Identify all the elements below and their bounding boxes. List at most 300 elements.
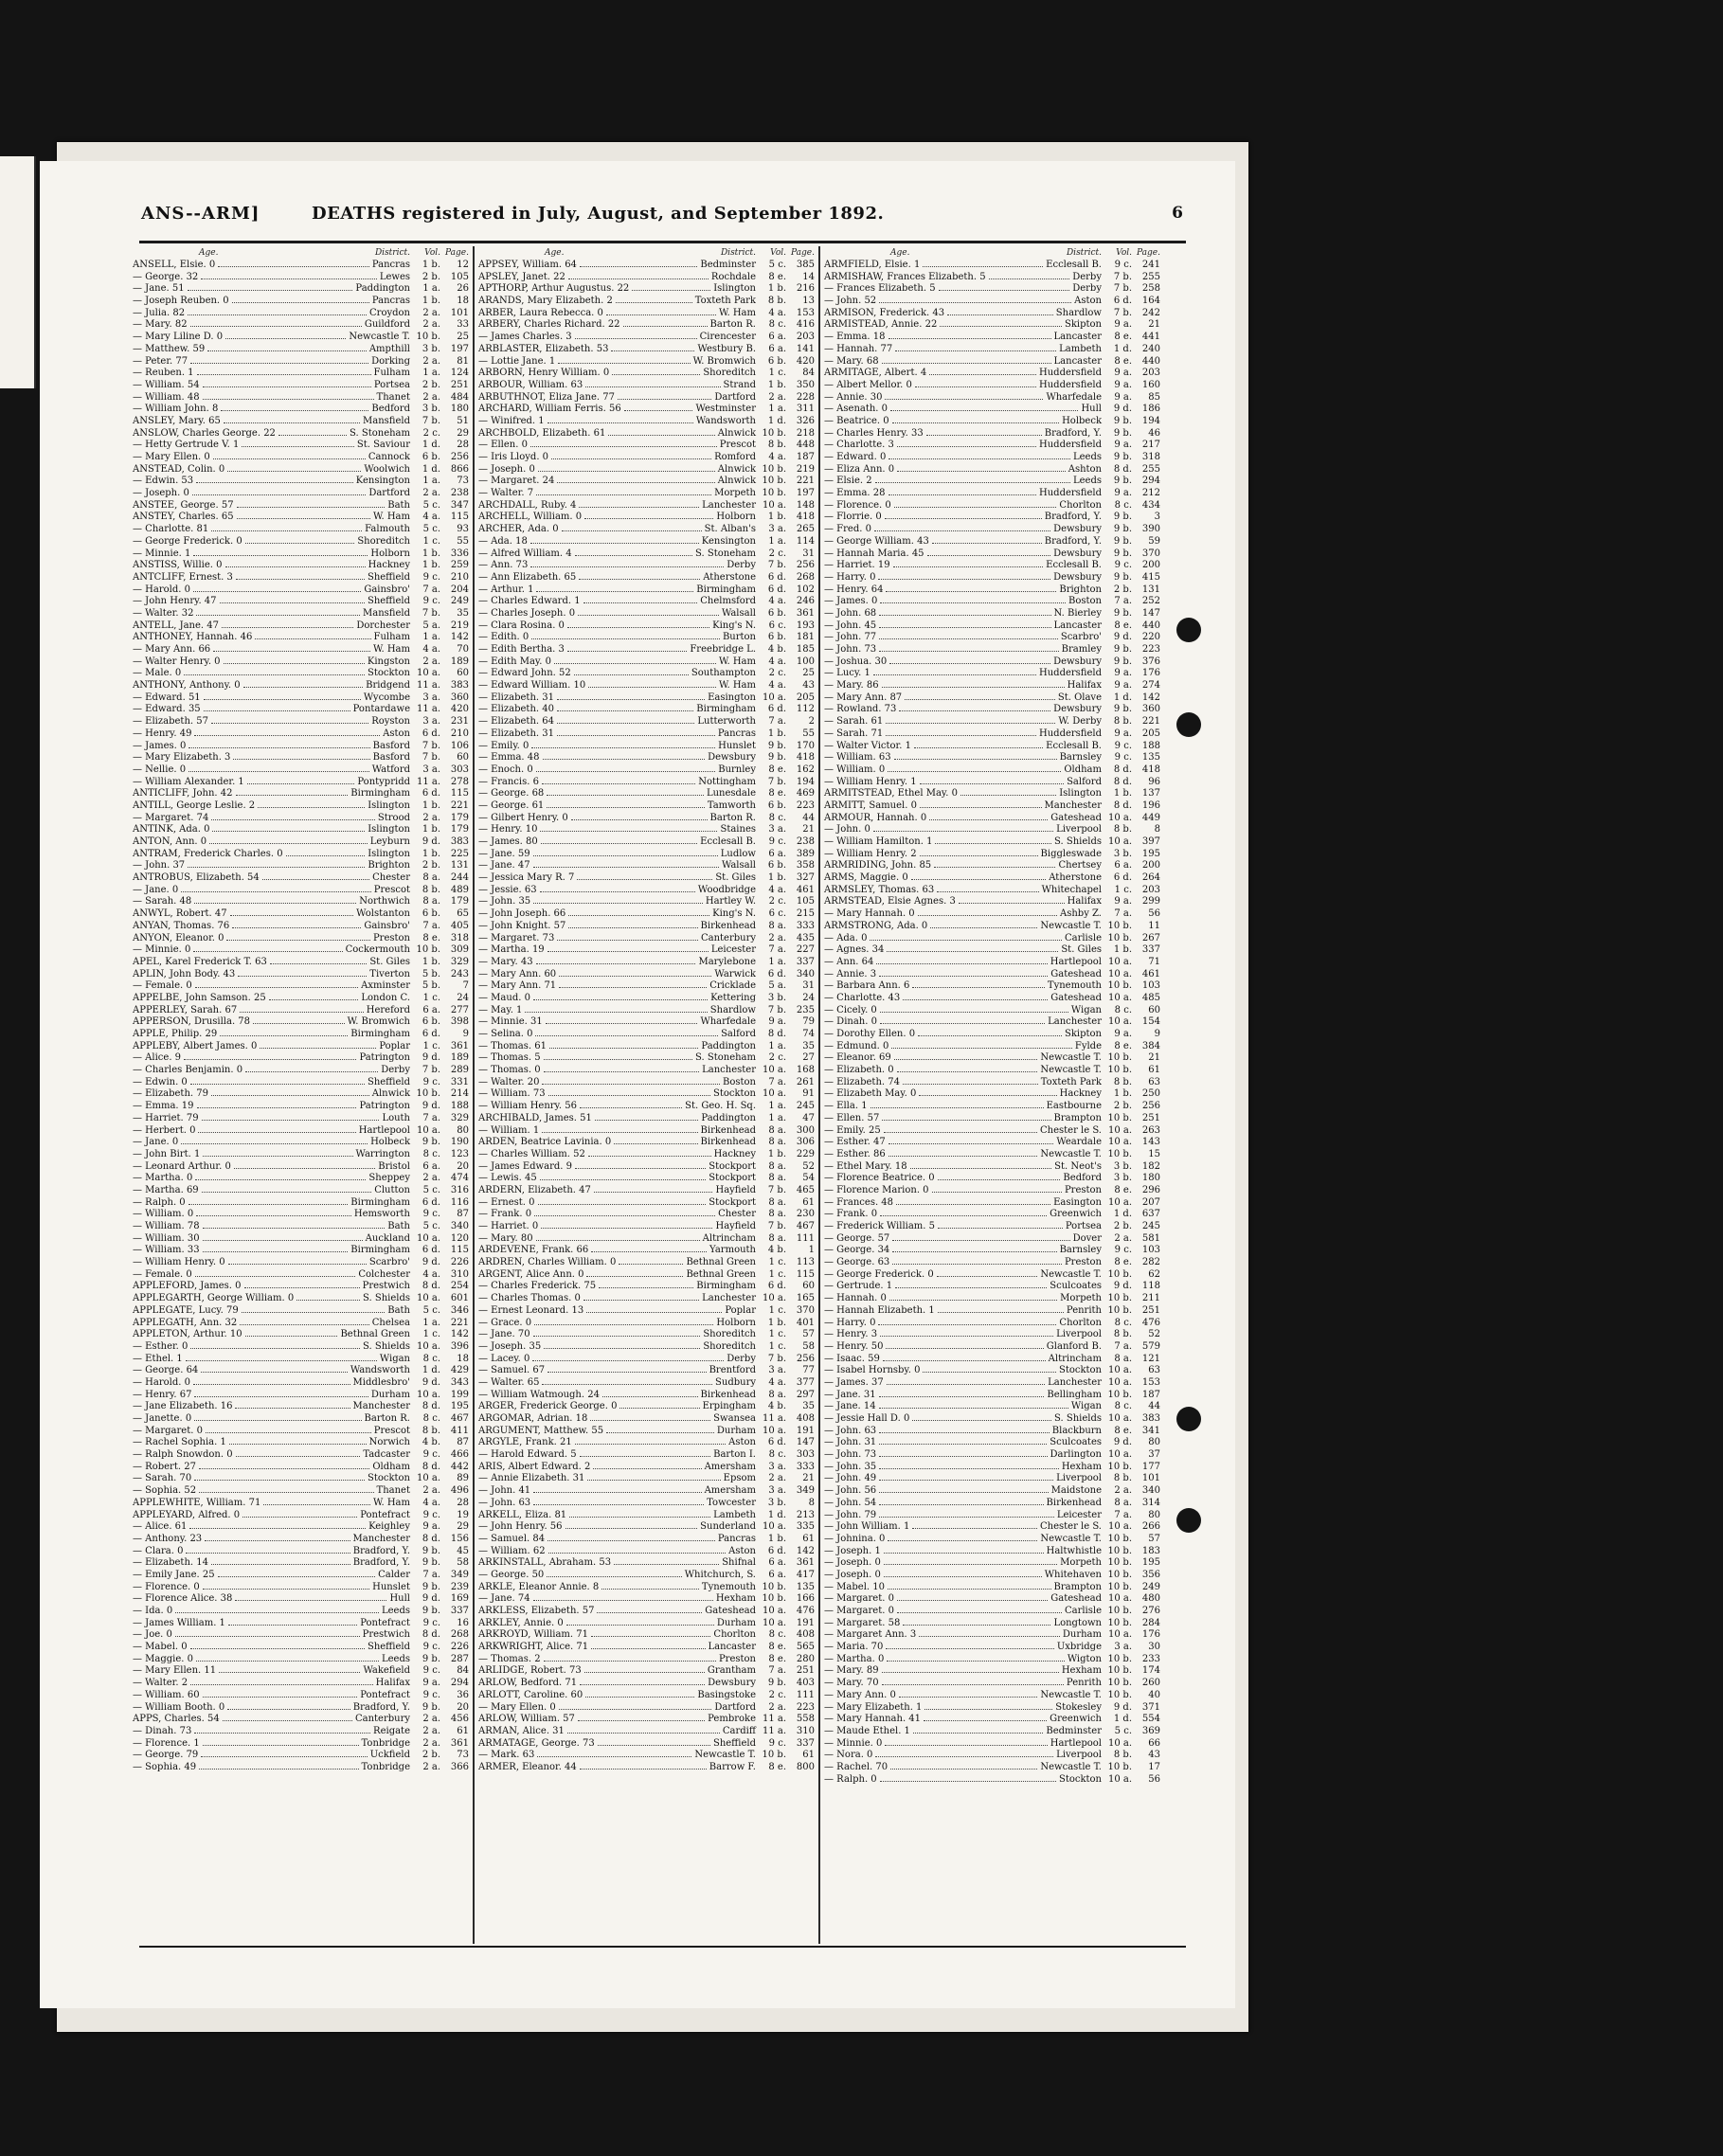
entry-name: — Nora. 0 — [824, 1750, 873, 1761]
register-entry — [824, 1498, 1160, 1510]
leader-dots — [915, 386, 1036, 387]
register-entry — [478, 1221, 815, 1233]
entry-district: Haltwhistle — [1046, 1545, 1102, 1556]
entry-volume: 7 a. — [1114, 908, 1132, 920]
register-entry — [824, 560, 1160, 572]
entry-district: Walsall — [721, 860, 756, 871]
entry-name: — Maria. 70 — [824, 1642, 884, 1653]
entry-name: ARKWRIGHT, Alice. 71 — [478, 1642, 589, 1653]
entry-page: 176 — [1141, 1629, 1160, 1641]
entry-page: 333 — [796, 920, 815, 931]
leader-dots — [243, 687, 363, 688]
entry-page: 1 — [808, 1245, 815, 1256]
register-entry — [133, 872, 469, 885]
entry-page: 220 — [1141, 632, 1160, 643]
entry-district: Southampton — [691, 668, 756, 679]
entry-page: 115 — [796, 1268, 815, 1280]
entry-name: ARGYLE, Frank. 21 — [478, 1437, 572, 1448]
entry-volume: 9 c. — [422, 1076, 440, 1087]
entry-name: — Joseph. 0 — [478, 463, 535, 475]
entry-name: — George. 57 — [824, 1232, 890, 1244]
entry-district: Sheffield — [712, 1737, 756, 1749]
entry-name: — Thomas. 2 — [478, 1653, 541, 1664]
entry-district: W. Ham — [372, 512, 410, 523]
register-entry — [824, 800, 1160, 813]
entry-page: 469 — [796, 788, 815, 800]
entry-page: 211 — [1141, 1293, 1160, 1304]
entry-volume: 11 a. — [416, 680, 440, 692]
register-entry — [133, 716, 469, 728]
leader-dots — [911, 879, 1046, 880]
entry-page: 316 — [450, 1184, 469, 1195]
entry-page: 52 — [802, 1160, 815, 1172]
leader-dots — [203, 386, 371, 387]
entry-name: — Mary. 86 — [824, 680, 879, 692]
entry-district: S. Shields — [363, 1340, 410, 1352]
entry-name: — Minnie. 0 — [133, 944, 191, 956]
leader-dots — [203, 1228, 385, 1229]
entry-volume: 1 d. — [767, 415, 786, 426]
leader-dots — [245, 1071, 378, 1072]
entry-name: — Joseph. 0 — [824, 1557, 881, 1569]
register-entry — [478, 1762, 815, 1774]
entry-name: APPLEWHITE, William. 71 — [133, 1497, 261, 1508]
entry-page: 329 — [450, 1112, 469, 1123]
entry-volume: 8 e. — [768, 1653, 786, 1664]
leader-dots — [544, 1071, 699, 1072]
register-entry — [478, 957, 815, 969]
entry-volume: 7 b. — [1113, 271, 1132, 282]
entry-volume: 2 a. — [422, 488, 440, 499]
register-entry — [478, 1690, 815, 1702]
leader-dots — [533, 855, 718, 856]
entry-name: — Elizabeth. 64 — [478, 716, 554, 728]
entry-name: — Edward William. 10 — [478, 680, 586, 692]
entry-name: — Mary Liline D. 0 — [133, 332, 224, 343]
leader-dots — [583, 1300, 699, 1301]
register-entry — [824, 1726, 1160, 1738]
entry-page: 186 — [1141, 404, 1160, 415]
entry-name: — John. 35 — [824, 1461, 877, 1472]
register-entry — [824, 512, 1160, 524]
entry-name: — Mary Ann. 0 — [824, 1689, 896, 1700]
entry-name: — Walter Henry. 0 — [133, 656, 221, 667]
entry-name: — Florence. 1 — [133, 1737, 200, 1749]
entry-volume: 8 a. — [768, 1137, 786, 1148]
entry-volume: 1 b. — [767, 283, 786, 295]
entry-district: Penrith — [1066, 1678, 1102, 1689]
entry-page: 565 — [796, 1642, 815, 1653]
entry-district: S. Stoneham — [695, 548, 756, 559]
register-entry — [478, 1197, 815, 1210]
leader-dots — [203, 1240, 363, 1241]
register-entry — [478, 1377, 815, 1390]
entry-name: APPLE, Philip. 29 — [133, 1029, 218, 1039]
entry-page: 221 — [796, 476, 815, 487]
register-entry — [133, 524, 469, 536]
leader-dots — [912, 1528, 1037, 1529]
entry-page: 229 — [796, 1148, 815, 1159]
entry-page: 191 — [796, 1425, 815, 1436]
leader-dots — [923, 266, 1043, 267]
entry-volume: 6 b. — [767, 355, 786, 367]
register-entry — [478, 524, 815, 536]
entry-volume: 10 a. — [762, 1521, 786, 1533]
entry-page: 223 — [1141, 644, 1160, 655]
entry-district: Barton R. — [709, 319, 756, 331]
leader-dots — [597, 1612, 702, 1613]
entry-name: — John. 79 — [824, 1509, 877, 1520]
entry-volume: 2 b. — [422, 860, 440, 871]
entry-page: 65 — [457, 908, 469, 920]
entry-volume: 4 a. — [422, 512, 440, 523]
register-entry — [824, 1629, 1160, 1642]
entry-name: — George. 68 — [478, 788, 545, 800]
entry-volume: 7 a. — [422, 584, 440, 595]
entry-volume: 8 d. — [422, 1281, 440, 1292]
entry-district: Durham — [1062, 1629, 1102, 1641]
entry-district: Hexham — [715, 1593, 756, 1605]
entry-name: — John. 31 — [824, 1437, 877, 1448]
leader-dots — [586, 1312, 722, 1313]
leader-dots — [269, 999, 358, 1000]
entry-volume: 1 b. — [767, 1533, 786, 1544]
leader-dots — [878, 579, 1050, 580]
register-entry — [824, 752, 1160, 764]
register-entry — [824, 849, 1160, 861]
entry-volume: 10 b. — [1107, 1581, 1132, 1592]
entry-district: Newcastle T. — [1040, 1689, 1102, 1700]
entry-volume: 1 c. — [768, 368, 786, 379]
entry-page: 496 — [450, 1485, 469, 1497]
entry-page: 29 — [457, 1521, 469, 1533]
entry-district: Birkenhead — [700, 920, 756, 931]
entry-district: Paddington — [701, 1112, 756, 1123]
leader-dots — [578, 1720, 705, 1721]
entry-district: Bradford, Y. — [352, 1545, 410, 1556]
entry-page: 29 — [457, 427, 469, 439]
leader-dots — [884, 1564, 1057, 1565]
entry-name: — John. 63 — [478, 1497, 531, 1508]
register-entry — [133, 1077, 469, 1089]
register-entry — [133, 512, 469, 524]
entry-name: — Harold Edward. 5 — [478, 1449, 577, 1461]
entry-name: ARLOTT, Caroline. 60 — [478, 1689, 583, 1700]
entry-district: Islington — [713, 283, 756, 295]
entry-district: Huddersfield — [1039, 488, 1102, 499]
leader-dots — [870, 940, 1062, 941]
register-entry — [478, 1077, 815, 1089]
entry-volume: 1 b. — [1113, 944, 1132, 956]
entry-district: Brighton — [1059, 584, 1102, 595]
entry-district: Lanchester — [1048, 1016, 1102, 1028]
entry-volume: 8 e. — [422, 932, 440, 943]
entry-page: 401 — [796, 1317, 815, 1328]
register-entry — [478, 1606, 815, 1618]
entry-name: — Nellie. 0 — [133, 764, 187, 775]
entry-volume: 6 b. — [767, 632, 786, 643]
entry-name: ARBER, Laura Rebecca. 0 — [478, 307, 603, 318]
entry-volume: 1 c. — [1114, 884, 1132, 895]
entry-district: W. Ham — [718, 307, 756, 318]
entry-district: Wharfedale — [700, 1016, 756, 1028]
entry-district: St. Geo. H. Sq. — [685, 1101, 756, 1112]
entry-volume: 3 b. — [1113, 1173, 1132, 1184]
register-entry — [478, 788, 815, 800]
entry-name: — William John. 8 — [133, 404, 219, 415]
register-entry — [133, 1209, 469, 1221]
register-entry — [133, 944, 469, 957]
entry-page: 101 — [1141, 1473, 1160, 1484]
register-entry — [478, 741, 815, 753]
entry-name: — George. 34 — [824, 1245, 890, 1256]
register-entry — [824, 957, 1160, 969]
register-entry — [478, 980, 815, 993]
register-entry — [478, 476, 815, 488]
entry-page: 461 — [1141, 968, 1160, 979]
register-entry — [133, 476, 469, 488]
entry-volume: 10 b. — [762, 463, 786, 475]
entry-district: Bethnal Green — [686, 1257, 756, 1268]
leader-dots — [619, 1264, 683, 1265]
entry-district: King's N. — [712, 620, 756, 631]
register-entry — [824, 872, 1160, 885]
register-entry — [478, 1665, 815, 1678]
entry-name: — Emma. 18 — [824, 332, 886, 343]
entry-volume: 6 a. — [422, 1160, 440, 1172]
register-entry — [478, 1449, 815, 1462]
entry-page: 131 — [450, 860, 469, 871]
entry-volume: 2 c. — [422, 427, 440, 439]
entry-page: 115 — [450, 512, 469, 523]
register-entry — [478, 1052, 815, 1065]
entry-page: 280 — [796, 1653, 815, 1664]
leader-dots — [234, 1168, 375, 1169]
entry-name: — Charles Joseph. 0 — [478, 607, 576, 619]
entry-name: — William. 62 — [478, 1545, 546, 1556]
entry-volume: 7 a. — [422, 1569, 440, 1580]
entry-volume: 8 e. — [1114, 332, 1132, 343]
register-entry — [478, 704, 815, 716]
entry-district: Stockton — [367, 668, 410, 679]
entry-volume: 8 b. — [1113, 716, 1132, 728]
register-entry — [824, 283, 1160, 296]
entry-district: Shoreditch — [703, 1329, 756, 1340]
entry-name: — James. 37 — [824, 1376, 884, 1388]
entry-name: ARBOUR, William. 63 — [478, 379, 583, 390]
leader-dots — [618, 399, 711, 400]
entry-page: 121 — [1141, 1353, 1160, 1364]
register-entry — [133, 608, 469, 620]
entry-page: 160 — [1141, 379, 1160, 390]
entry-district: Dewsbury — [1053, 571, 1102, 583]
entry-name: ANTICLIFF, John. 42 — [133, 788, 233, 800]
leader-dots — [225, 566, 366, 567]
leader-dots — [263, 1504, 370, 1505]
entry-volume: 10 a. — [1107, 1773, 1132, 1785]
entry-volume: 9 b. — [1113, 571, 1132, 583]
entry-volume: 10 a. — [1107, 836, 1132, 847]
register-entry — [478, 380, 815, 392]
entry-name: — Mary Ann. 66 — [133, 644, 211, 655]
entry-volume: 8 b. — [1113, 1076, 1132, 1087]
entry-name: — Emily. 25 — [824, 1124, 881, 1136]
leader-dots — [912, 1420, 1051, 1421]
register-entry — [824, 1065, 1160, 1077]
leader-dots — [557, 699, 705, 700]
entry-page: 297 — [796, 1389, 815, 1400]
entry-name: — Edwin. 0 — [133, 1076, 188, 1087]
entry-volume: 7 a. — [768, 1076, 786, 1087]
entry-volume: 6 a. — [768, 332, 786, 343]
entry-district: Pontardawe — [352, 704, 410, 715]
entry-name: — Samuel. 84 — [478, 1533, 546, 1544]
entry-page: 31 — [802, 548, 815, 559]
entry-volume: 9 c. — [1114, 740, 1132, 751]
entry-volume: 7 b. — [1113, 307, 1132, 318]
entry-page: 326 — [796, 415, 815, 426]
register-entry — [133, 1257, 469, 1269]
leader-dots — [884, 1132, 1037, 1133]
entry-volume: 9 b. — [1113, 548, 1132, 559]
register-entry — [824, 1354, 1160, 1366]
register-entry — [133, 1185, 469, 1197]
entry-name: ARKELL, Eliza. 81 — [478, 1509, 567, 1520]
register-entry — [824, 1113, 1160, 1125]
entry-name: — Joseph. 35 — [478, 1340, 542, 1352]
entry-page: 221 — [450, 800, 469, 811]
entry-volume: 9 c. — [768, 1737, 786, 1749]
register-entry — [824, 741, 1160, 753]
register-entry — [478, 969, 815, 981]
entry-district: Tamworth — [707, 800, 756, 811]
register-entry — [478, 1642, 815, 1654]
register-entry — [824, 1546, 1160, 1558]
entry-page: 73 — [457, 476, 469, 487]
entry-page: 24 — [802, 992, 815, 1003]
register-entry — [133, 620, 469, 633]
leader-dots — [924, 1709, 1052, 1710]
register-entry — [133, 1582, 469, 1594]
entry-name: ANTCLIFF, Ernest. 3 — [133, 571, 233, 583]
leader-dots — [575, 1168, 706, 1169]
heading-district: District. — [1066, 248, 1102, 258]
entry-district: Liverpool — [1056, 1473, 1102, 1484]
leader-dots — [547, 795, 704, 796]
leader-dots — [595, 1120, 698, 1121]
heading-district: District. — [720, 248, 756, 258]
entry-volume: 4 b. — [767, 1245, 786, 1256]
leader-dots — [880, 1012, 1068, 1013]
entry-volume: 10 b. — [1107, 1304, 1132, 1316]
entry-page: 59 — [1148, 535, 1160, 547]
entry-volume: 3 b. — [767, 992, 786, 1003]
entry-district: Lanchester — [1048, 1376, 1102, 1388]
register-entry — [133, 1318, 469, 1330]
leader-dots — [199, 1468, 369, 1469]
entry-name: — George Frederick. 0 — [824, 1268, 934, 1280]
register-entry — [133, 1498, 469, 1510]
entry-district: Stockport — [709, 1173, 756, 1184]
entry-page: 866 — [450, 463, 469, 475]
entry-volume: 2 a. — [1114, 1232, 1132, 1244]
entry-page: 44 — [802, 812, 815, 823]
entry-page: 204 — [450, 584, 469, 595]
register-entry — [824, 908, 1160, 921]
entry-page: 554 — [1141, 1714, 1160, 1725]
register-entry — [133, 560, 469, 572]
entry-page: 318 — [1141, 452, 1160, 462]
entry-volume: 6 d. — [767, 968, 786, 979]
leader-dots — [540, 891, 695, 892]
entry-page: 448 — [796, 440, 815, 451]
register-entry — [478, 716, 815, 728]
entry-name: ANTHONEY, Hannah. 46 — [133, 632, 253, 643]
page-number: 6 — [1172, 204, 1183, 223]
register-entry — [824, 860, 1160, 872]
register-entry — [133, 1462, 469, 1474]
entry-district: Dewsbury — [1053, 524, 1102, 535]
entry-district: Holborn — [370, 548, 410, 559]
register-entry — [824, 416, 1160, 428]
entry-district: Lancaster — [1053, 355, 1102, 367]
binding-hole — [1176, 712, 1201, 737]
leader-dots — [260, 1048, 376, 1049]
leader-dots — [242, 446, 354, 447]
entry-name: APPLEBY, Albert James. 0 — [133, 1040, 258, 1051]
entry-district: Manchester — [352, 1533, 410, 1544]
entry-page: 219 — [450, 620, 469, 631]
register-entry — [478, 933, 815, 945]
entry-name: ANSTEY, Charles. 65 — [133, 512, 234, 523]
entry-name: — Thomas. 0 — [478, 1065, 541, 1076]
entry-volume: 2 b. — [1113, 584, 1132, 595]
leader-dots — [889, 1300, 1057, 1301]
entry-volume: 10 a. — [1107, 1629, 1132, 1641]
register-entry — [133, 1125, 469, 1138]
entry-district: Blackburn — [1051, 1425, 1102, 1436]
leader-dots — [932, 1192, 1062, 1193]
entry-volume: 8 e. — [1114, 355, 1132, 367]
entry-page: 21 — [802, 1473, 815, 1484]
register-entry — [133, 1726, 469, 1738]
register-entry — [478, 1305, 815, 1318]
leader-dots — [233, 759, 370, 760]
register-entry — [824, 1762, 1160, 1774]
leader-dots — [880, 1336, 1053, 1337]
entry-district: Erpingham — [702, 1401, 756, 1412]
entry-volume: 8 b. — [1113, 824, 1132, 835]
register-entry — [133, 800, 469, 813]
entry-name: — Elizabeth. 57 — [133, 716, 208, 728]
entry-district: S. Stoneham — [695, 1052, 756, 1064]
register-entry — [133, 1678, 469, 1690]
register-entry — [824, 1510, 1160, 1522]
entry-district: Dewsbury — [708, 752, 756, 764]
entry-volume: 9 c. — [1114, 560, 1132, 571]
entry-page: 137 — [1141, 788, 1160, 800]
entry-page: 96 — [1148, 776, 1160, 787]
entry-name: — George. 79 — [133, 1750, 199, 1761]
entry-district: Durham — [716, 1425, 756, 1436]
entry-name: — William Henry. 56 — [478, 1101, 577, 1112]
entry-name: — Mary Hannah. 41 — [824, 1714, 922, 1725]
leader-dots — [599, 1287, 693, 1288]
entry-district: Huddersfield — [1039, 728, 1102, 739]
entry-volume: 6 a. — [768, 1557, 786, 1569]
register-entry — [478, 764, 815, 777]
entry-page: 179 — [450, 896, 469, 907]
